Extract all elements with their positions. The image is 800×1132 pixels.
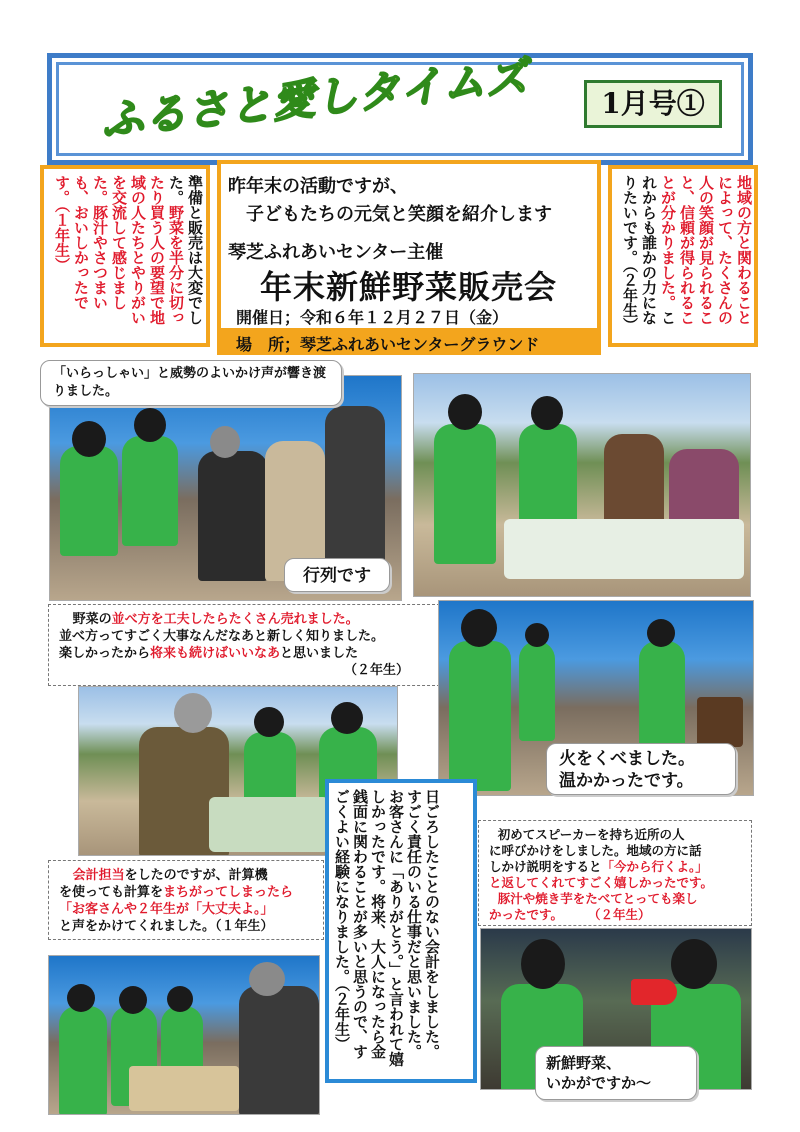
left-comment-box (40, 165, 210, 347)
event-name: 年末新鮮野菜販売会 (260, 268, 558, 306)
photo-sales-table (48, 955, 320, 1115)
photo-vegetable-stand (413, 373, 751, 597)
bubble-fire-line2: 温かかったです。 (559, 771, 694, 791)
bubble-shinsen (535, 1046, 697, 1100)
caption-cashier (48, 860, 324, 940)
event-date: 開催日；令和６年１２月２７日（金） (236, 308, 509, 327)
bubble-gyoretsu-text: 行列です (303, 566, 371, 586)
caption-speaker-line4: と返してくれてすごく嬉しかったです。 (489, 875, 714, 890)
center-comment-box (325, 779, 477, 1083)
caption-cashier-1a: 会計担当 (72, 868, 125, 883)
caption-speaker-3a: しかけ説明をすると (489, 859, 602, 874)
caption-cashier-2a: を使っても計算を (59, 885, 164, 900)
caption-speaker-5: 豚汁や焼き芋をたべてとっても楽し (497, 891, 698, 906)
caption-cashier-1b: をしたのですが、計算機 (124, 868, 268, 883)
caption-arrangement-1a: 野菜の (72, 612, 112, 627)
right-comment-part-c: これからも誰かの力になりたいです。（２年生） (621, 175, 677, 333)
right-comment-box (608, 165, 758, 347)
caption-cashier-2b: まちがってしまったら (163, 885, 294, 900)
left-comment-part-a: 準備と販売は大変でした。 (167, 175, 204, 325)
left-comment-text (52, 175, 204, 337)
right-comment-text (620, 175, 753, 337)
caption-speaker-line6: かったです。 （２年生） (489, 907, 651, 922)
caption-speaker-3b: 「今から行くよ。」 (601, 859, 708, 874)
caption-arrangement (48, 604, 440, 686)
bubble-shinsen-line1: 新鮮野菜、 (546, 1054, 622, 1072)
left-comment-part-c: 感じました。豚汁やさつまいも、おいしかったです。（１年生） (53, 175, 128, 310)
caption-cashier-line4: と声をかけてくれました。（１年生） (59, 919, 274, 934)
newsletter-title: ふるさと愛しタイムズ (98, 51, 531, 146)
caption-cashier-line1 (59, 867, 313, 884)
bubble-irasshai (40, 360, 342, 406)
center-comment-text: 日ごろしたことのない会計をしました。すごく責任のいる仕事だと思いました。お客さんに「ありがとう。」と言われて嬉しかったです。将来、大人になったら金銭面に関わることが多いと思うので、すごくよい経験になりました。（２年生） (333, 789, 441, 1067)
caption-arrangement-line2: 並べ方ってすごく大事なんだなあと新しく知りました。 (59, 629, 385, 644)
caption-arrangement-line4: （２年生） (343, 663, 409, 678)
bubble-fire (546, 743, 736, 795)
intro-line-1: 昨年末の活動ですが、 (228, 176, 408, 197)
caption-speaker (478, 820, 752, 926)
caption-arrangement-line3 (59, 645, 429, 662)
event-place: 場 所；琴芝ふれあいセンターグラウンド (236, 335, 540, 354)
caption-arrangement-3b: 将来も続けばいいなあ (150, 646, 281, 661)
right-comment-part-b: 笑顔が見られること、信頼が得られることが分かりました。 (659, 175, 715, 325)
caption-speaker-line1 (489, 827, 741, 843)
caption-arrangement-3a: 楽しかったから (59, 646, 151, 661)
caption-cashier-line2 (59, 884, 313, 901)
caption-speaker-1: 初めてスピーカーを持ち近所の人 (497, 827, 685, 842)
right-comment-part-a: 地域の方と関わることによって、たくさんの人の (697, 175, 753, 325)
bubble-irasshai-text: 「いらっしゃい」と威勢のよいかけ声が響き渡りました。 (53, 366, 327, 399)
caption-speaker-line5 (489, 891, 741, 907)
caption-arrangement-3c: と思いました (280, 646, 359, 661)
left-comment-part-b: 野菜を半分に切ったり買う人の要望で地域の人たちとやりがいを交流して (110, 175, 185, 325)
caption-speaker-line2: に呼びかけをしました。地域の方に話 (489, 843, 702, 858)
bubble-shinsen-line2: いかがですか～ (546, 1074, 652, 1092)
caption-cashier-line3: 「お客さんや２年生が「大丈夫よ。」 (59, 902, 274, 917)
event-organizer: 琴芝ふれあいセンター主催 (228, 242, 444, 263)
bubble-gyoretsu (284, 558, 390, 592)
caption-arrangement-1b: 並べ方を工夫したらたくさん売れました。 (111, 612, 359, 627)
caption-speaker-line3 (489, 859, 741, 875)
bubble-fire-line1: 火をくべました。 (559, 749, 695, 769)
caption-arrangement-line1 (59, 611, 429, 628)
issue-badge: 1月号① (584, 80, 722, 128)
intro-line-2: 子どもたちの元気と笑顔を紹介します (246, 204, 552, 225)
